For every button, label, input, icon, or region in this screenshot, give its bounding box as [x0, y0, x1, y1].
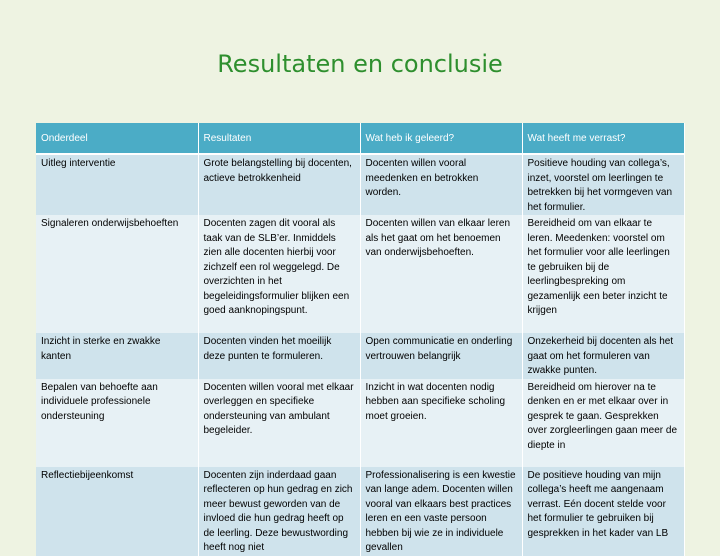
table-cell: Docenten zagen dit vooral als taak van de SLB’er. Inmiddels zien alle docenten hierbij voor zichzelf een rol weggelegd. De overzichten in het begeleidingsformulier blijken een goed aanknopingspunt. [198, 215, 360, 333]
table-cell: Docenten zijn inderdaad gaan reflecteren op hun gedrag en zich meer bewust geworden van de invloed die hun gedrag heeft op de leerling. Deze bewustwording heeft nog niet [198, 467, 360, 556]
table-cell: De positieve houding van mijn collega’s heeft me aangenaam verrast. Eén docent stelde voor het formulier te gebruiken bij gesprekken in het kader van LB [522, 467, 684, 556]
table-cell: Positieve houding van collega’s, inzet, voorstel om leerlingen te betrekken bij het vormgeven van het formulier. [522, 154, 684, 215]
table-cell: Signaleren onderwijsbehoeften [36, 215, 198, 333]
table-cell: Open communicatie en onderling vertrouwen belangrijk [360, 333, 522, 379]
header-verrast: Wat heeft me verrast? [522, 123, 684, 154]
table-cell: Inzicht in wat docenten nodig hebben aan specifieke scholing moet groeien. [360, 379, 522, 467]
table-cell: Docenten willen vooral meedenken en betrokken worden. [360, 154, 522, 215]
table-cell: Bereidheid om van elkaar te leren. Meedenken: voorstel om het formulier voor alle leerlingen te gebruiken bij de leerlingbespreking om gezamenlijk een beter inzicht te krijgen [522, 215, 684, 333]
table-row [36, 215, 684, 333]
table-cell: Onzekerheid bij docenten als het gaat om het formuleren van zwakke punten. [522, 333, 684, 379]
header-onderdeel: Onderdeel [36, 123, 198, 154]
table-cell: Docenten willen van elkaar leren als het gaat om het benoemen van onderwijsbehoeften. [360, 215, 522, 333]
table-cell: Grote belangstelling bij docenten, actieve betrokkenheid [198, 154, 360, 215]
table-row [36, 333, 684, 379]
table-cell: Bepalen van behoefte aan individuele professionele ondersteuning [36, 379, 198, 467]
table-row [36, 467, 684, 556]
slide-title: Resultaten en conclusie [217, 50, 503, 78]
table-cell: Docenten willen vooral met elkaar overleggen en specifieke ondersteuning van ambulant begeleider. [198, 379, 360, 467]
table-row [36, 154, 684, 215]
table-cell: Inzicht in sterke en zwakke kanten [36, 333, 198, 379]
table-header-row [36, 123, 684, 154]
header-geleerd: Wat heb ik geleerd? [360, 123, 522, 154]
table-cell: Uitleg interventie [36, 154, 198, 215]
table-cell: Professionalisering is een kwestie van lange adem. Docenten willen vooral van elkaars best practices leren en een vaste persoon hebben bij wie ze in individuele gevallen [360, 467, 522, 556]
table-cell: Bereidheid om hierover na te denken en er met elkaar over in gesprek te gaan. Gesprekken over zorgleerlingen gaan meer de diepte in [522, 379, 684, 467]
header-resultaten: Resultaten [198, 123, 360, 154]
table-row [36, 379, 684, 467]
results-table [36, 123, 685, 556]
table-cell: Reflectiebijeenkomst [36, 467, 198, 556]
table-cell: Docenten vinden het moeilijk deze punten te formuleren. [198, 333, 360, 379]
